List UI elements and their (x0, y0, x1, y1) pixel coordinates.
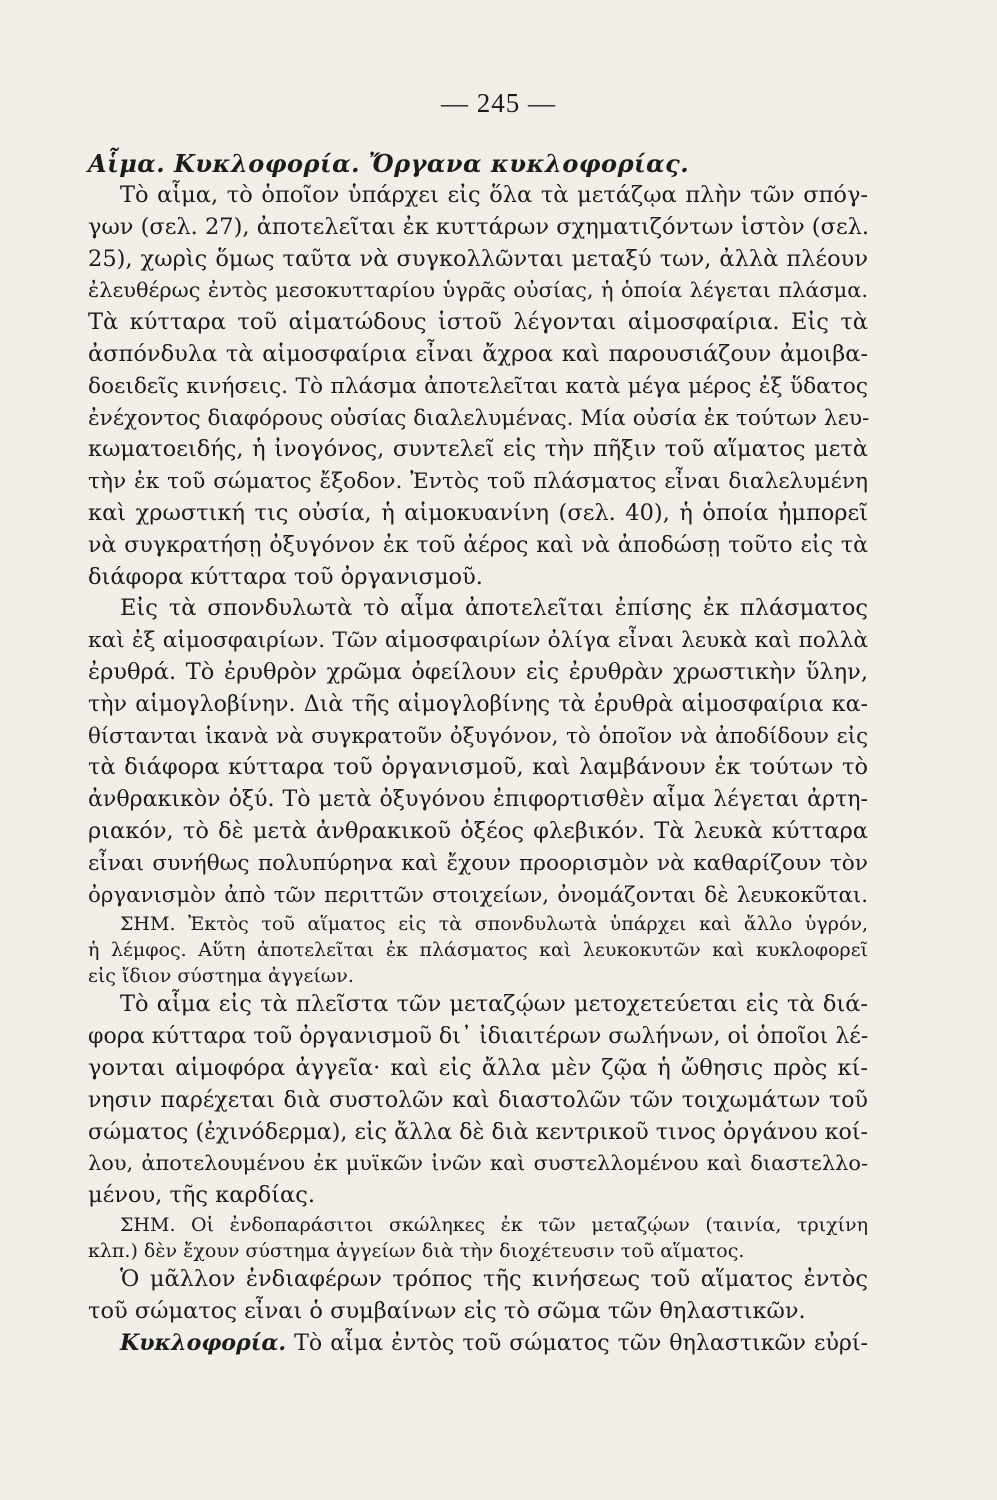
text-line: λου, ἀποτελουμένου ἐκ μυϊκῶν ἰνῶν καὶ συστελλομένου καὶ διαστελλο- (88, 1151, 868, 1176)
paragraph-blood (88, 180, 868, 593)
note-line: ἡ λέμφος. Αὕτη ἀποτελεῖται ἐκ πλάσματος καὶ λευκοκυτῶν καὶ κυκλοφορεῖ (88, 939, 868, 962)
text-line: σώματος (ἐχινόδερμα), εἰς ἄλλα δὲ διὰ κεντρικοῦ τινος ὀργάνου κοί- (88, 1118, 868, 1145)
page-number: — 245 — (441, 88, 556, 118)
text-line: καὶ χρωστική τις οὐσία, ἡ αἱμοκυανίνη (σελ. 40), ἡ ὁποία ἠμπορεῖ (88, 499, 868, 526)
text-line: Τὰ κύτταρα τοῦ αἱματώδους ἱστοῦ λέγονται αἱμοσφαίρια. Εἰς τὰ (88, 309, 868, 336)
text-line: νὰ συγκρατήσῃ ὀξυγόνον ἐκ τοῦ ἀέρος καὶ νὰ ἀποδώσῃ τοῦτο εἰς τὰ (88, 531, 868, 558)
note-parasites (88, 1212, 868, 1264)
paragraph-vertebrates (88, 593, 868, 911)
text-line: ἐνέχοντος διαφόρους οὐσίας διαλελυμένας. Μία οὐσία ἐκ τούτων λευ- (88, 405, 870, 431)
text-line: τὴν αἱμογλοβίνην. Διὰ τῆς αἱμογλοβίνης τὰ ἐρυθρὰ αἱμοσφαίρια κα- (88, 690, 868, 717)
text-line: θίστανται ἱκανὰ νὰ συγκρατοῦν ὀξυγόνον, τὸ ὁποῖον νὰ ἀποδίδουν εἰς (88, 723, 868, 749)
text-line: τὰ διάφορα κύτταρα τοῦ ὀργανισμοῦ, καὶ λαμβάνουν ἐκ τούτων τὸ (88, 754, 868, 781)
text-line: τὴν ἐκ τοῦ σώματος ἔξοδον. Ἐντὸς τοῦ πλάσματος εἶναι διαλελυμένη (88, 469, 868, 495)
text-line: κωματοειδής, ἡ ἰνογόνος, συντελεῖ εἰς τὴν πῆξιν τοῦ αἵματος μετὰ (88, 436, 868, 463)
text-line: Εἰς τὰ σπονδυλωτὰ τὸ αἷμα ἀποτελεῖται ἐπίσης ἐκ πλάσματος (120, 595, 868, 622)
text-line: μένου, τῆς καρδίας. (88, 1182, 315, 1209)
note-line: κλπ.) δὲν ἔχουν σύστημα ἀγγείων διὰ τὴν διοχέτευσιν τοῦ αἵματος. (88, 1239, 745, 1262)
text-line: ριακόν, τὸ δὲ μετὰ ἀνθρακικοῦ ὀξέος φλεβικόν. Τὰ λευκὰ κύτταρα (88, 817, 868, 844)
text-line: νησιν παρέχεται διὰ συστολῶν καὶ διαστολῶν τῶν τοιχωμάτων τοῦ (88, 1086, 868, 1113)
text-line: διάφορα κύτταρα τοῦ ὀργανισμοῦ. (88, 563, 483, 590)
text-line: Τὸ αἷμα εἰς τὰ πλεῖστα τῶν μεταζῴων μετοχετεύεται εἰς τὰ διά- (120, 991, 868, 1018)
text-line: δοειδεῖς κινήσεις. Τὸ πλάσμα ἀποτελεῖται κατὰ μέγα μέρος ἐξ ὕδατος (88, 373, 868, 399)
note-line: ΣΗΜ. Οἱ ἐνδοπαράσιτοι σκώληκες ἐκ τῶν μεταζῴων (ταινία, τριχίνη (120, 1213, 868, 1236)
note-lymph (88, 911, 868, 989)
text-line: ἀνθρακικὸν ὀξύ. Τὸ μετὰ ὀξυγόνου ἐπιφορτισθὲν αἷμα λέγεται ἀρτη- (88, 786, 868, 813)
text-line: Τὸ αἷμα, τὸ ὁποῖον ὑπάρχει εἰς ὅλα τὰ μετάζῳα πλὴν τῶν σπόγ- (120, 182, 868, 208)
text-line: εἶναι συνήθως πολυπύρηνα καὶ ἔχουν προορισμὸν νὰ καθαρίζουν τὸν (88, 850, 868, 876)
text-line: 25), χωρὶς ὅμως ταῦτα νὰ συγκολλῶνται μεταξύ των, ἀλλὰ πλέουν (88, 245, 868, 272)
paragraph-circulation (88, 1328, 868, 1360)
text-line: γονται αἱμοφόρα ἀγγεῖα· καὶ εἰς ἄλλα μὲν ζῷα ἡ ὤθησις πρὸς κί- (88, 1054, 868, 1081)
note-line: ΣΗΜ. Ἐκτὸς τοῦ αἵματος εἰς τὰ σπονδυλωτὰ ὑπάρχει καὶ ἄλλο ὑγρόν, (120, 913, 868, 936)
text-line: γων (σελ. 27), ἀποτελεῖται ἐκ κυττάρων σχηματιζόντων ἱστὸν (σελ. (88, 213, 870, 240)
text-line: ἐρυθρά. Τὸ ἐρυθρὸν χρῶμα ὀφείλουν εἰς ἐρυθρὰν χρωστικὴν ὕλην, (88, 658, 868, 685)
text-line: ὀργανισμὸν ἀπὸ τῶν περιττῶν στοιχείων, ὀνομάζονται δὲ λευκοκῦται. (88, 882, 868, 908)
text-line: ἀσπόνδυλα τὰ αἱμοσφαίρια εἶναι ἄχροα καὶ παρουσιάζουν ἀμοιβα- (88, 340, 868, 367)
text-line: καὶ ἐξ αἱμοσφαιρίων. Τῶν αἱμοσφαιρίων ὀλίγα εἶναι λευκὰ καὶ πολλὰ (88, 628, 868, 654)
text-line: τοῦ σώματος εἶναι ὁ συμβαίνων εἰς τὸ σῶμα τῶν θηλαστικῶν. (88, 1297, 806, 1324)
text-column (88, 148, 868, 1359)
run-in-heading: Κυκλοφορία. (120, 1329, 287, 1356)
text-run: Τὸ αἷμα ἐντὸς τοῦ σώματος τῶν θηλαστικῶν εὐρί- (294, 1329, 868, 1356)
text-line: φορα κύτταρα τοῦ ὀργανισμοῦ δι᾽ ἰδιαιτέρων σωλήνων, οἱ ὁποῖοι λέ- (88, 1023, 869, 1050)
text-line: Ὁ μᾶλλον ἐνδιαφέρων τρόπος τῆς κινήσεως τοῦ αἵματος ἐντὸς (120, 1265, 868, 1292)
note-line: εἰς ἴδιον σύστημα ἀγγείων. (88, 965, 354, 988)
paragraph-vessels (88, 989, 868, 1212)
paragraph-mammals (88, 1264, 868, 1328)
section-heading: Αἷμα. Κυκλοφορία. Ὄργανα κυκλοφορίας. (88, 149, 690, 178)
text-line: ἐλευθέρως ἐντὸς μεσοκυτταρίου ὑγρᾶς οὐσίας, ἡ ὁποία λέγεται πλάσμα. (88, 278, 868, 303)
